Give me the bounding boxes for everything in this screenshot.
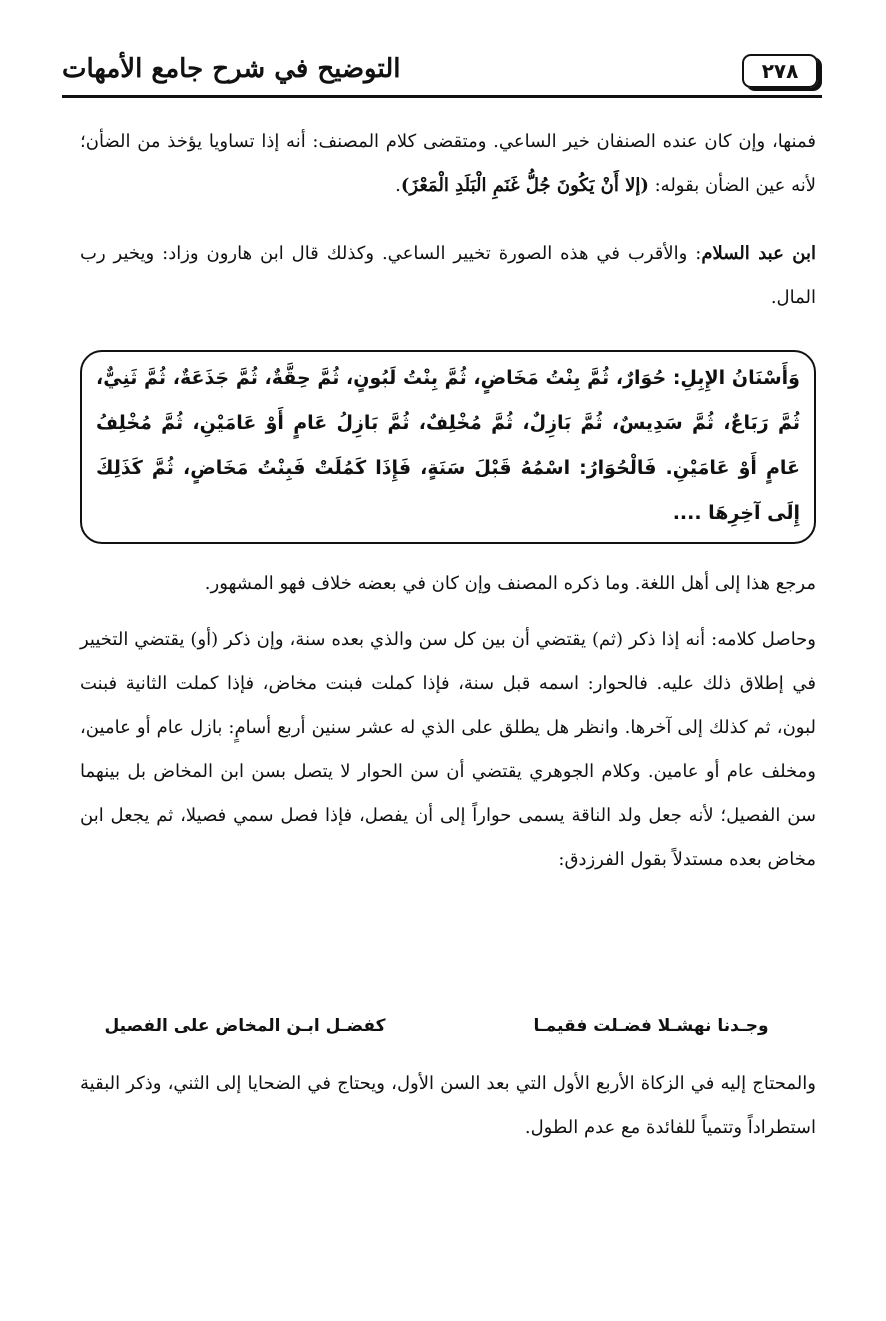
paragraph-3: مرجع هذا إلى أهل اللغة. وما ذكره المصنف وإن كان في بعضه خلاف فهو المشهور.	[204, 573, 816, 594]
paragraph-4: وحاصل كلامه: أنه إذا ذكر (ثم) يقتضي أن بين كل سن والذي بعده سنة، وإن ذكر (أو) يقتضي التخيير في إطلاق ذلك عليه. فالحوار: اسمه قبل سنة، فإذا كملت فبنت مخاض، فإذا كملت الثانية فبنت لبون، ثم كذلك إلى آخرها. وانظر هل يطلق على الذي له عشر سنين أربع أسامٍ: بازل عام أو عامين، ومخلف عام أو عامين. وكلام الجوهري يقتضي أن سن الحوار لا يتصل بسن ابن المخاض بل بينهما سن الفصيل؛ لأنه جعل ولد الناقة يسمى حواراً إلى أن يفصل، فإذا فصل سمي فصيلا، ثم يجعل ابن مخاض بعده مستدلاً بقول الفرزدق:	[80, 629, 817, 870]
paragraph-2-author: ابن عبد السلام	[701, 243, 816, 264]
paragraph-1-quote: (إلا أَنْ يَكُونَ جُلُّ غَنَمِ الْبَلَدِ الْمَعْزَ)	[400, 175, 649, 196]
header-divider	[62, 95, 822, 98]
page-header	[62, 50, 822, 100]
paragraph-5: والمحتاج إليه في الزكاة الأربع الأول التي بعد السن الأول، ويحتاج في الضحايا إلى الثني، وذكر البقية استطراداً وتتمياً للفائدة مع عدم الطول.	[80, 1073, 816, 1138]
paragraph-1-text-a: فمنها، وإن كان عنده الصنفان خير الساعي. ومتقضى كلام المصنف: أنه إذا تساويا يؤخذ من الضأن؛ لأنه عين الضأن بقوله:	[80, 131, 816, 196]
paragraph-2-text: : والأقرب في هذه الصورة تخيير الساعي. وكذلك قال ابن هارون وزاد: ويخير رب المال.	[80, 243, 816, 308]
verse-second-hemistich: كفضـل ابـن المخاض على الفصيل	[104, 1016, 386, 1036]
page-number-badge: ٢٧٨	[742, 54, 818, 88]
paragraph-1-text-b: .	[395, 175, 401, 196]
paragraph-1	[80, 120, 816, 208]
book-title: التوضيح في شرح جامع الأمهات	[62, 54, 401, 84]
paragraph-2	[80, 232, 816, 320]
matn-box	[80, 350, 816, 544]
verse-first-hemistich: وجـدنا نهشـلا فضـلت فقيمـا	[533, 1016, 769, 1036]
poetry-verse	[80, 1004, 816, 1048]
matn-text: وَأَسْنَانُ الإِبِلِ: حُوَارٌ، ثُمَّ بِنْتُ مَخَاضٍ، ثُمَّ بِنْتُ لَبُونٍ، ثُمَّ حِقَّةٌ، ثُمَّ جَذَعَةٌ، ثُمَّ ثَنِيٌّ، ثُمَّ رَبَاعٌ، ثُمَّ سَدِيسٌ، ثُمَّ بَازِلٌ، ثُمَّ مُخْلِفٌ، ثُمَّ بَازِلُ عَامٍ أَوْ عَامَيْنِ، ثُمَّ مُخْلِفُ عَامٍ أَوْ عَامَيْنِ. فَالْحُوَارُ: اسْمُهُ قَبْلَ سَنَةٍ، فَإِذَا كَمُلَتْ فَبِنْتُ مَخَاضٍ، ثُمَّ كَذَلِكَ إِلَى آخِرِهَا ....	[96, 367, 800, 524]
